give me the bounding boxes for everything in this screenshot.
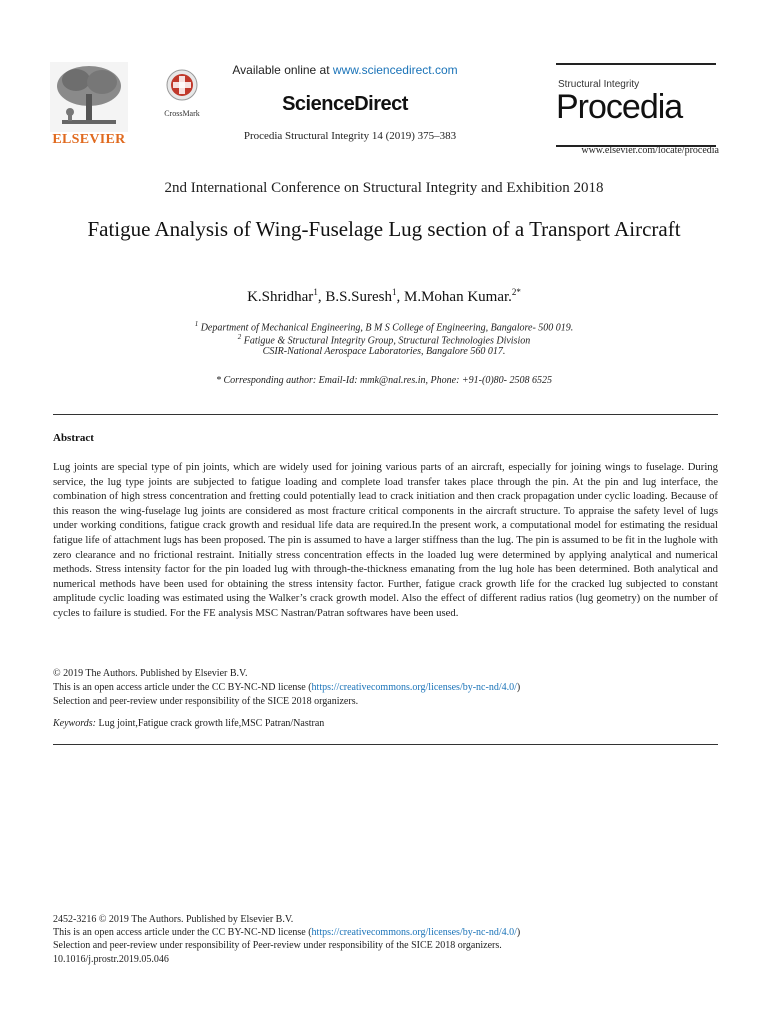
- abstract-body: Lug joints are special type of pin joints, which are widely used for joining various parts of an aircraft, especially for joining wings to fuselage. During service, the lug type joints are subjected to fatigue loading and complete load transfer takes place through the pin. At the pin and lug interface, the combination of high stress concentration and fretting could potentially lead to crack initiation and then crack propagation under cyclic loading. Because of this reason the wing-fuselage lug joints are considered as most fracture critical components in the aircraft structure. To appraise the safety level of lugs under working conditions, fatigue crack growth and residual life data are required.In the present work, a computational model for estimating the residual fatigue life of attachment lugs has been proposed. The pin is assumed to have a larger stiffness than the lug. The pin is assumed to be fit in the lughole with zero clearance and no frictional restraint. Initially stress concentration effects in the loaded lug were determined by applying analytical and numerical methods. Stress intensity factor for the pin loaded lug with through-the-thickness emanating from the lug hole has been determined. Both analytical and numerical methods have been used for obtaining the stress intensity factor. Further, fatigue crack growth life for the cracked lug subjected to constant amplitude cyclic loading was estimated using the Walker’s crack growth model. Also the effect of different radius ratios (lug geometry) on the number of cycles to failure is studied. For the FE analysis MSC Nastran/Patran softwares have been used.: [53, 461, 718, 619]
- author-name: M.Mohan Kumar.: [404, 289, 512, 305]
- conference-name: 2nd International Conference on Structural Integrity and Exhibition 2018: [164, 180, 604, 196]
- footer-license-prefix: This is an open access article under the CC BY-NC-ND license (: [53, 927, 312, 939]
- author-affil-mark: 1: [392, 287, 397, 297]
- affil-mark: 2: [237, 333, 242, 341]
- affil-text: Fatigue & Structural Integrity Group, Structural Technologies Division: [241, 335, 531, 347]
- abstract-heading: Abstract: [53, 432, 94, 444]
- license-suffix: ): [516, 682, 521, 693]
- page-footer: [53, 913, 718, 966]
- journal-reference: Procedia Structural Integrity 14 (2019) 375–383: [243, 130, 457, 142]
- journal-url[interactable]: www.elsevier.com/locate/procedia: [581, 145, 719, 156]
- footer-issn-line: 2452-3216 © 2019 The Authors. Published by Elsevier B.V.: [53, 914, 294, 925]
- crossmark-badge[interactable]: [160, 68, 204, 118]
- journal-kicker: Structural Integrity: [558, 79, 640, 90]
- footer-license-link[interactable]: https://creativecommons.org/licenses/by-nc-nd/4.0/: [311, 927, 517, 939]
- license-prefix: This is an open access article under the CC BY-NC-ND license (: [53, 682, 312, 693]
- author-list: [0, 287, 768, 306]
- license-link[interactable]: https://creativecommons.org/licenses/by-nc-nd/4.0/: [311, 682, 517, 693]
- sciencedirect-brand: ScienceDirect: [282, 93, 408, 115]
- affiliation-1: [0, 320, 768, 333]
- author-affil-mark: 2*: [511, 287, 521, 297]
- copyright-line: © 2019 The Authors. Published by Elsevier B.V.: [53, 668, 248, 679]
- affiliation-3: [0, 346, 768, 357]
- keywords-label: Keywords:: [53, 718, 96, 729]
- peer-review-line: Selection and peer-review under responsibility of the SICE 2018 organizers.: [53, 696, 359, 707]
- available-online: [200, 63, 490, 77]
- license-line: [53, 681, 718, 695]
- affiliation-2: [0, 333, 768, 346]
- divider-bottom: [53, 744, 718, 745]
- keywords-text: Lug joint,Fatigue crack growth life,MSC Patran/Nastran: [95, 718, 325, 729]
- author-name: B.S.Suresh: [325, 289, 392, 305]
- author-affil-mark: 1: [313, 287, 318, 297]
- sciencedirect-link[interactable]: www.sciencedirect.com: [332, 63, 458, 77]
- available-prefix: Available online at: [232, 63, 333, 77]
- footer-doi[interactable]: 10.1016/j.prostr.2019.05.046: [53, 953, 169, 965]
- crossmark-icon: [160, 68, 204, 102]
- journal-name: Procedia: [556, 88, 683, 126]
- footer-license-line: [53, 926, 718, 939]
- publisher-name: ELSEVIER: [52, 132, 126, 147]
- affil-text: Department of Mechanical Engineering, B M S College of Engineering, Bangalore- 500 019.: [198, 322, 574, 334]
- author-separator: ,: [396, 289, 404, 305]
- keywords: [53, 718, 718, 729]
- corresponding-author: * Corresponding author: Email-Id: mmk@nal.res.in, Phone: +91-(0)80- 2508 6525: [215, 375, 552, 386]
- footer-license-suffix: ): [516, 927, 521, 939]
- affil-mark: 1: [194, 320, 199, 328]
- author-name: K.Shridhar: [247, 289, 314, 305]
- divider-top: [53, 414, 718, 415]
- affil-text: CSIR-National Aerospace Laboratories, Bangalore 560 017.: [262, 346, 506, 357]
- crossmark-label: CrossMark: [164, 109, 200, 118]
- paper-title: Fatigue Analysis of Wing-Fuselage Lug section of a Transport Aircraft: [87, 217, 681, 241]
- copyright-block: [53, 667, 718, 709]
- footer-peer-review-line: Selection and peer-review under responsibility of Peer-review under responsibility of the SICE 2018 organizers.: [53, 940, 502, 952]
- author-separator: ,: [317, 289, 326, 305]
